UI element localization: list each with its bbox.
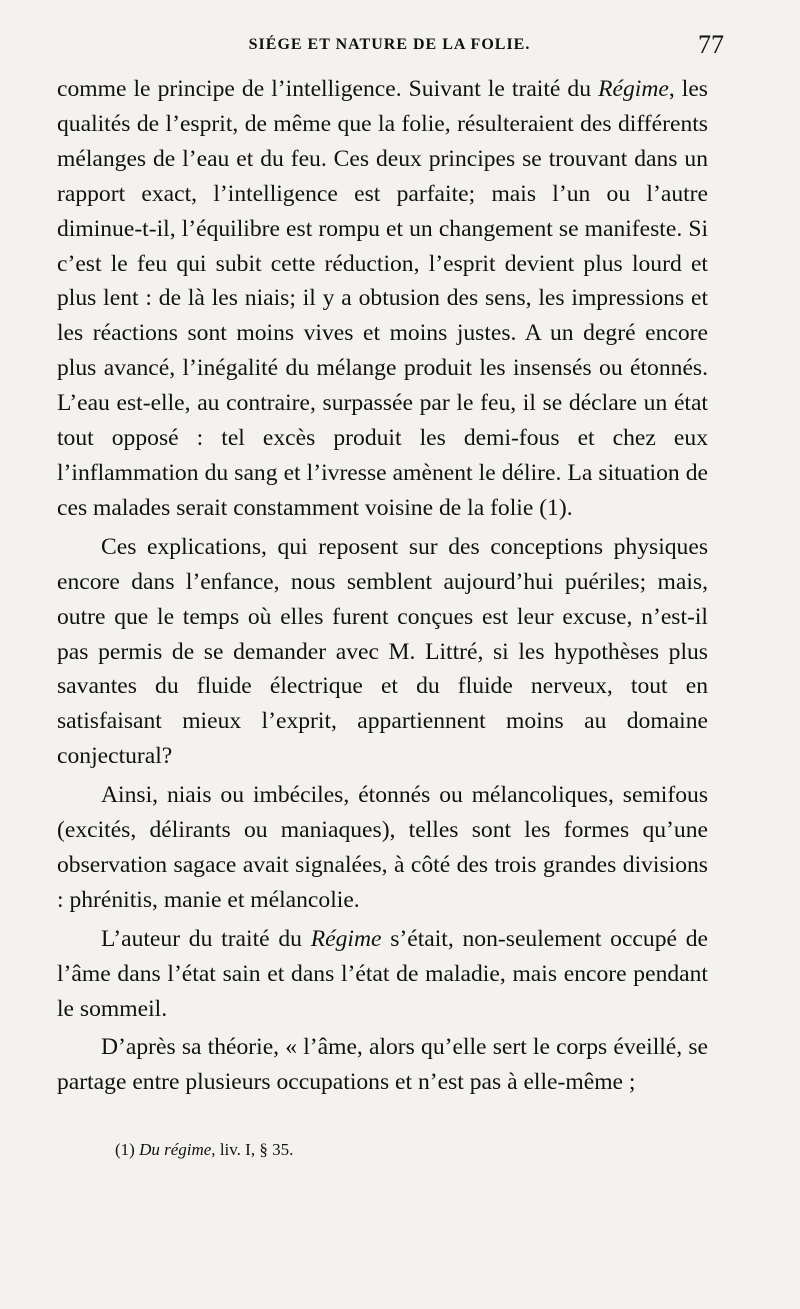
paragraph: L’auteur du traité du Régime s’était, non-seulement occupé de l’âme dans l’état sain et dans l’état de maladie, mais encore pendant le sommeil. <box>57 925 708 1022</box>
italic-title: Régime <box>598 76 669 102</box>
page-header <box>55 30 724 62</box>
paragraph: D’après sa théorie, « l’âme, alors qu’elle sert le corps éveillé, se partage entre plusieurs occupations et n’est pas à elle-même ; <box>57 1034 708 1096</box>
paragraph: comme le principe de l’intelligence. Suivant le traité du Régime, les qualités de l’esprit, de même que la folie, résulteraient des différents mélanges de l’eau et du feu. Ces deux principes se trouvant dans un rapport exact, l’intelligence est parfaite; mais l’un ou l’autre diminue-t-il, l’équilibre est rompu et un changement se manifeste. Si c’est le feu qui subit cette réduction, l’esprit devient plus lourd et plus lent : de là les niais; il y a obtusion des sens, les impressions et les réactions sont moins vives et moins justes. A un degré encore plus avancé, l’inégalité du mélange produit les insensés ou étonnés. L’eau est-elle, au contraire, surpassée par le feu, il se déclare un état tout opposé : tel excès produit les demi-fous et chez eux l’inflammation du sang et l’ivresse amènent le délire. La situation de ces malades serait constamment voisine de la folie (1). <box>57 76 708 521</box>
paragraph: Ainsi, niais ou imbéciles, étonnés ou mélancoliques, semifous (excités, délirants ou maniaques), telles sont les formes qu’une observation sagace avait signalées, à côté des trois grandes divisions : phrénitis, manie et mélancolie. <box>57 782 708 913</box>
footnote-source: Du régime, <box>139 1140 216 1159</box>
body-text <box>57 72 708 1100</box>
paragraph: Ces explications, qui reposent sur des conceptions physiques encore dans l’enfance, nous semblent aujourd’hui puériles; mais, outre que le temps où elles furent conçues est leur excuse, n’est-il pas permis de se demander avec M. Littré, si les hypothèses plus savantes du fluide électrique et du fluide nerveux, tout en satisfaisant mieux l’exprit, appartiennent moins au domaine conjectural? <box>57 533 708 770</box>
footnote-marker: (1) <box>115 1140 135 1159</box>
footnote-reference: liv. I, § 35. <box>219 1140 294 1159</box>
page-number: 77 <box>698 30 724 59</box>
running-title: SIÉGE ET NATURE DE LA FOLIE. <box>248 36 531 53</box>
italic-title: Régime <box>310 925 382 952</box>
footnote <box>115 1140 715 1160</box>
